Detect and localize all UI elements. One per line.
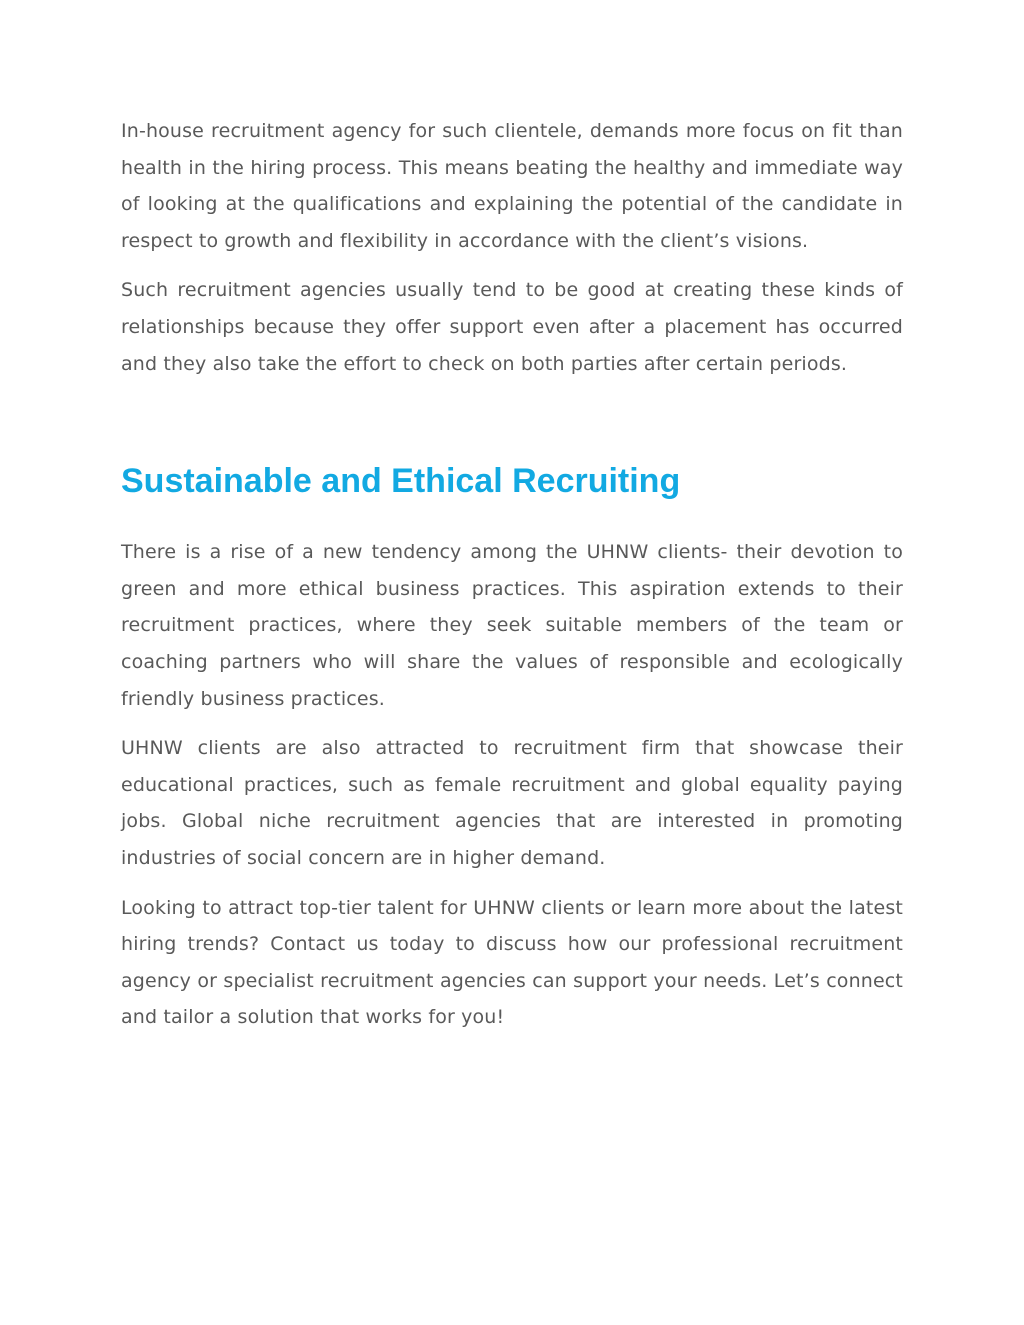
paragraph-call-to-action: Looking to attract top-tier talent for UHNW clients or learn more about the latest hiring trends? Contact us today to discuss how our professional recruitment agency or specialist recruitment agencies can support your needs. Let’s connect and tailor a solution that works for you!	[121, 896, 903, 1029]
document-page	[121, 113, 903, 1049]
paragraph-inhouse-recruitment: In-house recruitment agency for such clientele, demands more focus on fit than health in the hiring process. This means beating the healthy and immediate way of looking at the qualifications and explaining the potential of the candidate in respect to growth and flexibility in accordance with the client’s visions.	[121, 120, 903, 252]
section-heading: Sustainable and Ethical Recruiting	[121, 462, 681, 501]
sustainable-recruiting-section	[121, 459, 903, 1036]
paragraph-relationships: Such recruitment agencies usually tend to be good at creating these kinds of relationships because they offer support even after a placement has occurred and they also take the effort to check on both parties after certain periods.	[121, 279, 903, 375]
paragraph-uhnw-attraction: UHNW clients are also attracted to recruitment firm that showcase their educational practices, such as female recruitment and global equality paying jobs. Global niche recruitment agencies that are interested in promoting industries of social concern are in higher demand.	[121, 737, 903, 869]
paragraph-green-ethical-trend: There is a rise of a new tendency among the UHNW clients- their devotion to green and more ethical business practices. This aspiration extends to their recruitment practices, where they seek suitable members of the team or coaching partners who will share the values of responsible and ecologically friendly business practices.	[121, 541, 903, 710]
intro-section	[121, 113, 903, 382]
